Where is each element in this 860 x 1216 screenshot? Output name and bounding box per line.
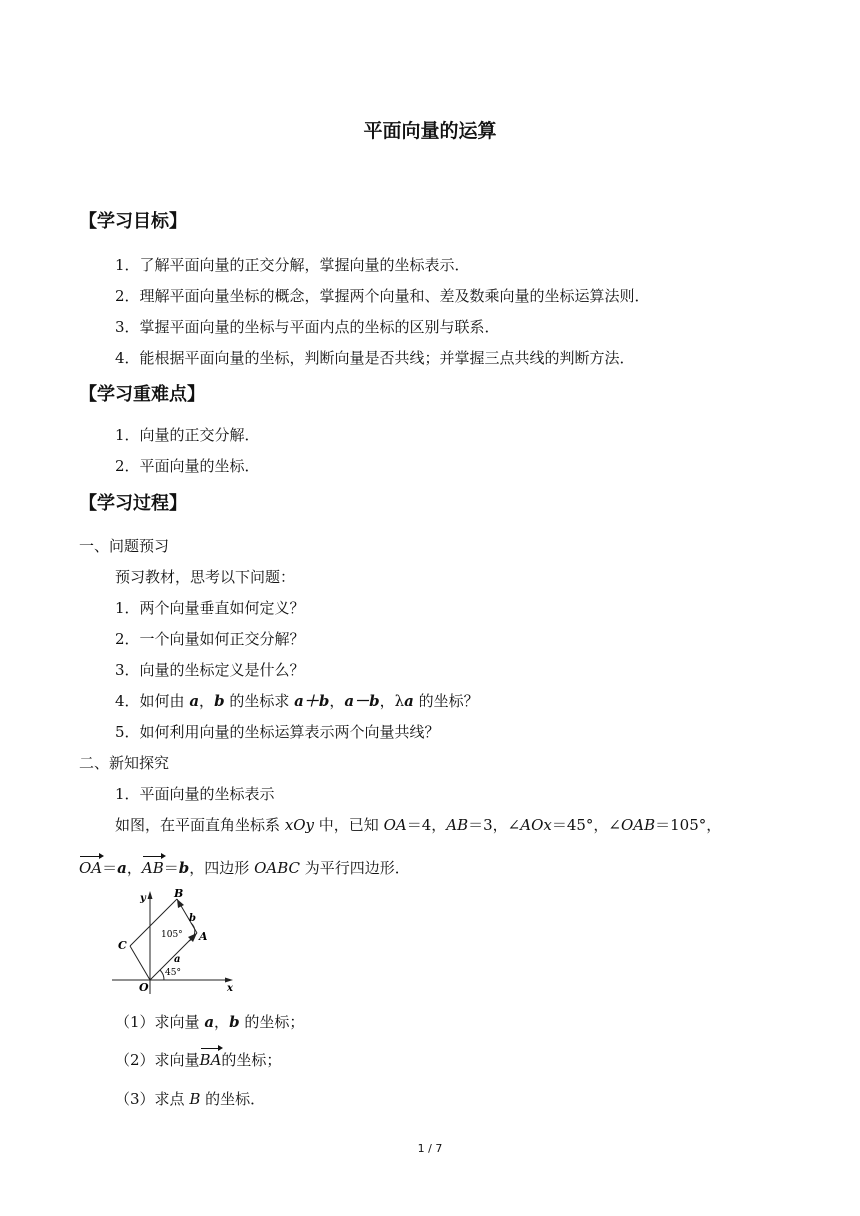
goals-heading: 【学习目标】 — [79, 211, 187, 232]
segment-oa: OA — [383, 816, 407, 834]
key-point-item-2: 2．平面向量的坐标． — [115, 457, 260, 475]
q4-text-5: ， — [379, 692, 395, 710]
ask3-text-2: 的坐标． — [200, 1090, 266, 1108]
page-title: 平面向量的运算 — [363, 120, 497, 142]
problem-statement-line-2 — [79, 858, 410, 878]
stmt-text-5: ＝45°，∠ — [551, 816, 621, 834]
vector-b-symbol-2: b — [178, 859, 190, 877]
process-heading: 【学习过程】 — [79, 493, 187, 514]
separator: ， — [126, 859, 142, 877]
arrowhead-b — [177, 899, 184, 908]
q4-text-2: ， — [199, 692, 215, 710]
y-axis-arrow — [148, 891, 153, 899]
segment-ab: AB — [446, 816, 469, 834]
coord-system-label: xOy — [284, 816, 315, 834]
stmt-text-3: ＝4， — [406, 816, 447, 834]
equals-sign-2: ＝ — [163, 859, 179, 877]
angle-oab: OAB — [620, 816, 656, 834]
point-b-label: B — [174, 887, 184, 900]
ask3-text-1: （3）求点 — [115, 1090, 190, 1108]
vector-a-symbol-3: a — [117, 859, 127, 877]
ask2-text-2: 的坐标； — [221, 1051, 282, 1069]
question-2: 2．一个向量如何正交分解？ — [115, 630, 305, 648]
angle-arc-45 — [160, 970, 164, 980]
goal-item-3: 3．掌握平面向量的坐标与平面内点的坐标的区别与联系． — [115, 318, 500, 336]
question-1: 1．两个向量垂直如何定义？ — [115, 599, 305, 617]
page-number: 1 / 7 — [417, 1142, 443, 1155]
ask3-point-b: B — [189, 1090, 201, 1108]
key-point-item-1: 1．向量的正交分解． — [115, 426, 260, 444]
vector-oa: OA — [79, 859, 103, 877]
sub-question-2 — [115, 1050, 281, 1070]
vector-sum: a＋b — [294, 692, 330, 710]
ask1-text-3: 的坐标； — [239, 1013, 305, 1031]
y-axis-label: y — [140, 893, 146, 904]
goal-item-4: 4．能根据平面向量的坐标，判断向量是否共线；并掌握三点共线的判断方法． — [115, 349, 635, 367]
angle-105-label: 105° — [161, 930, 183, 940]
vector-ba: BA — [199, 1051, 222, 1069]
ask1-vector-b: b — [229, 1013, 240, 1031]
parallelogram-name: OABC — [254, 859, 300, 877]
stmt-text-2: 中，已知 — [314, 816, 384, 834]
q4-text-6: 的坐标？ — [413, 692, 479, 710]
point-a-label: A — [199, 930, 208, 943]
side-co — [130, 946, 150, 980]
stmt-text-4: ＝3，∠ — [468, 816, 521, 834]
ask1-text-2: ， — [214, 1013, 230, 1031]
section-title-explore: 二、新知探究 — [79, 754, 170, 772]
vector-b-label: b — [189, 913, 196, 924]
goal-item-1: 1．了解平面向量的正交分解，掌握向量的坐标表示． — [115, 256, 470, 274]
vector-b-symbol: b — [214, 692, 225, 710]
section-title-preview: 一、问题预习 — [79, 537, 170, 555]
subsection-title: 1．平面向量的坐标表示 — [115, 785, 275, 803]
stmt2-text-1: ，四边形 — [189, 859, 255, 877]
question-5: 5．如何利用向量的坐标运算表示两个向量共线？ — [115, 723, 440, 741]
equals-sign-1: ＝ — [102, 859, 118, 877]
vector-a-label: a — [174, 954, 181, 965]
parallelogram-figure — [108, 886, 238, 998]
stmt-text-6: ＝105°， — [655, 816, 722, 834]
x-axis-label: x — [227, 983, 233, 994]
vector-a-symbol: a — [189, 692, 200, 710]
angle-45-label: 45° — [165, 968, 181, 978]
ask2-text-1: （2）求向量 — [115, 1051, 200, 1069]
q4-text-4: ， — [329, 692, 345, 710]
stmt-text-1: 如图，在平面直角坐标系 — [115, 816, 285, 834]
stmt2-text-2: 为平行四边形． — [299, 859, 410, 877]
q4-text-1: 4．如何由 — [115, 692, 190, 710]
point-c-label: C — [118, 939, 127, 952]
question-4 — [115, 691, 479, 711]
lambda-symbol: λ — [394, 692, 405, 710]
q4-text-3: 的坐标求 — [224, 692, 295, 710]
x-axis-arrow — [225, 978, 233, 983]
sub-question-3 — [115, 1089, 265, 1109]
vector-ab: AB — [141, 859, 164, 877]
sub-question-1 — [115, 1012, 304, 1032]
point-o-label: O — [139, 981, 149, 994]
vector-a-symbol-2: a — [404, 692, 414, 710]
key-points-heading: 【学习重难点】 — [79, 384, 205, 405]
vector-difference: a－b — [344, 692, 380, 710]
preview-intro: 预习教材，思考以下问题： — [115, 568, 296, 586]
ask1-vector-a: a — [204, 1013, 215, 1031]
question-3: 3．向量的坐标定义是什么？ — [115, 661, 305, 679]
problem-statement-line-1 — [115, 815, 721, 835]
goal-item-2: 2．理解平面向量坐标的概念，掌握两个向量和、差及数乘向量的坐标运算法则． — [115, 287, 650, 305]
angle-aox: AOx — [520, 816, 552, 834]
ask1-text-1: （1）求向量 — [115, 1013, 205, 1031]
